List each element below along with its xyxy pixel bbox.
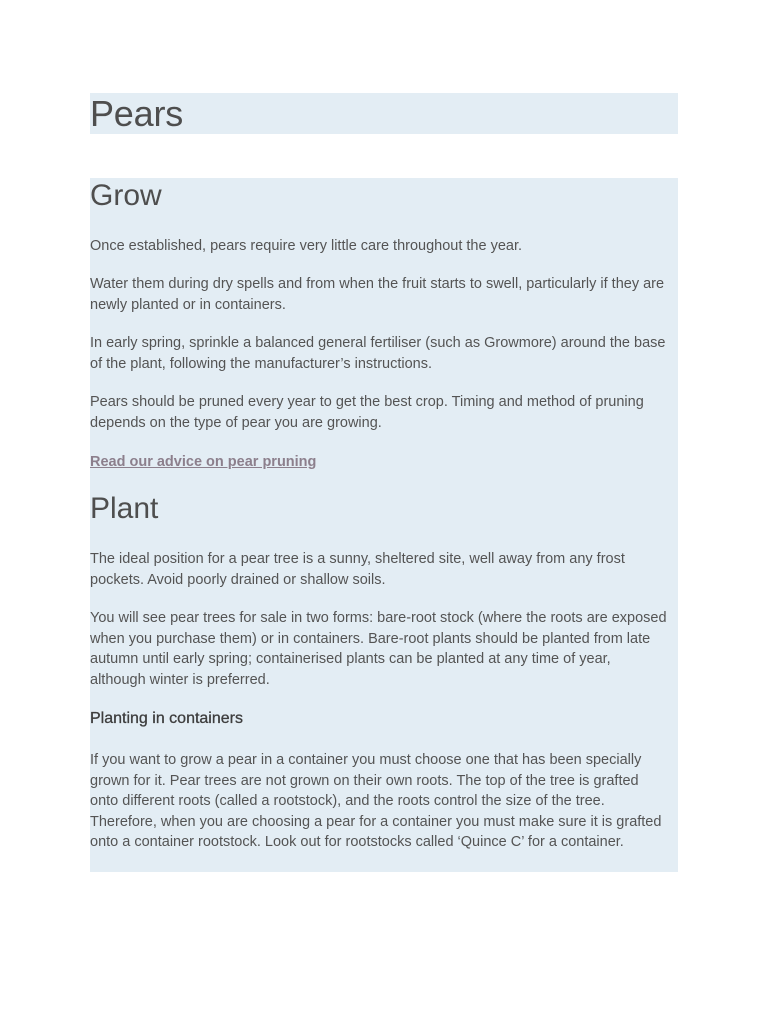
- grow-paragraph-3: In early spring, sprinkle a balanced general fertiliser (such as Growmore) around the base of the plant, following the manufacturer’s instructions.: [90, 335, 666, 372]
- grow-heading: Grow: [90, 179, 162, 212]
- grow-paragraph-1: Once established, pears require very little care throughout the year.: [90, 238, 523, 254]
- page-title: Pears: [90, 93, 184, 134]
- planting-in-containers-heading: Planting in containers: [90, 710, 243, 727]
- grow-paragraph-2: Water them during dry spells and from when the fruit starts to swell, particularly if they are newly planted or in containers.: [90, 276, 665, 313]
- plant-heading: Plant: [90, 492, 159, 525]
- title-block: [90, 93, 678, 134]
- plant-paragraph-2: You will see pear trees for sale in two forms: bare-root stock (where the roots are exposed when you purchase them) or in containers. Bare-root plants should be planted from late autumn until early spring; containerised plants can be planted at any time of year, although winter is preferred.: [90, 610, 667, 688]
- content-block: [90, 178, 678, 872]
- plant-paragraph-1: The ideal position for a pear tree is a sunny, sheltered site, well away from any frost pockets. Avoid poorly drained or shallow soils.: [90, 551, 625, 588]
- container-paragraph: If you want to grow a pear in a container you must choose one that has been specially grown for it. Pear trees are not grown on their own roots. The top of the tree is grafted onto different roots (called a rootstock), and the roots control the size of the tree. Therefore, when you are choosing a pear for a container you must make sure it is grafted onto a container rootstock. Look out for rootstocks called ‘Quince C’ for a container.: [90, 752, 662, 850]
- grow-paragraph-4: Pears should be pruned every year to get the best crop. Timing and method of pruning depends on the type of pear you are growing.: [90, 394, 644, 431]
- pear-pruning-link[interactable]: Read our advice on pear pruning: [90, 454, 317, 470]
